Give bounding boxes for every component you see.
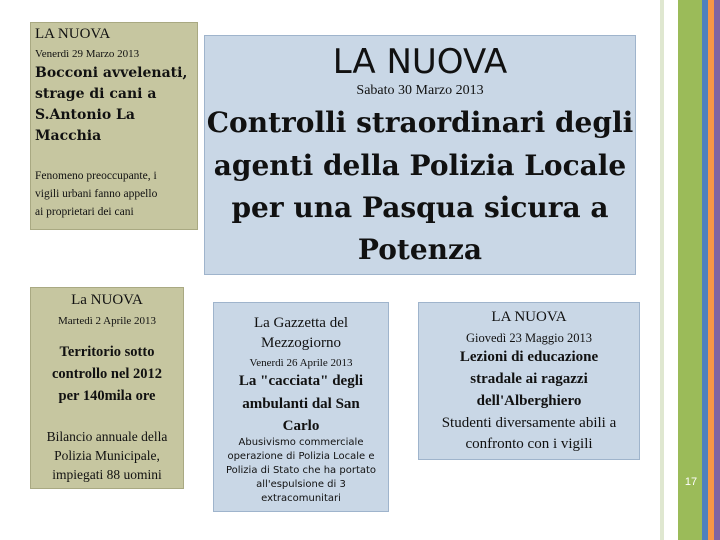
article-3-summary-line-1: Bilancio annuale della <box>46 429 168 444</box>
article-1-summary-line-1: Fenomeno preoccupante, i <box>35 170 157 182</box>
article-1-summary-line-3: ai proprietari dei cani <box>35 206 134 218</box>
article-4-summary-line-3: Polizia di Stato che ha portato <box>225 465 377 476</box>
article-box-3 <box>30 287 184 489</box>
article-box-1 <box>30 22 198 230</box>
article-1-headline-line-4: Macchia <box>35 128 102 144</box>
article-5-headline-line-2: stradale ai ragazzi <box>470 371 588 387</box>
article-1-source: LA NUOVA <box>35 26 111 42</box>
article-4-headline-line-1: La "cacciata" degli <box>238 373 364 389</box>
article-4-summary-line-1: Abusivismo commerciale <box>238 437 364 448</box>
article-1-headline-line-3: S.Antonio La <box>35 107 135 123</box>
article-5-summary-line-1: Studenti diversamente abili a <box>441 415 617 431</box>
article-3-summary-line-2: Polizia Municipale, <box>54 448 160 463</box>
article-2-headline-line-4: Potenza <box>357 233 483 266</box>
article-3-headline-line-1: Territorio sotto <box>59 344 155 360</box>
article-5-source: LA NUOVA <box>491 309 567 325</box>
article-box-4 <box>213 302 389 512</box>
article-5-summary-line-2: confronto con i vigili <box>465 436 593 452</box>
article-4-summary-line-2: operazione di Polizia Locale e <box>227 451 375 462</box>
article-2-date: Sabato 30 Marzo 2013 <box>356 83 484 98</box>
article-3-headline-line-3: per 140mila ore <box>58 388 156 404</box>
article-4-date: Venerdì 26 Aprile 2013 <box>249 357 353 369</box>
article-2-headline-line-3: per una Pasqua sicura a <box>231 191 609 224</box>
decorative-stripe-green <box>678 0 702 540</box>
article-4-summary-line-4: all'espulsione di 3 <box>256 479 346 490</box>
article-3-source: La NUOVA <box>71 292 143 308</box>
article-5-date: Giovedì 23 Maggio 2013 <box>465 331 593 345</box>
article-1-headline-line-1: Bocconi avvelenati, <box>35 65 188 81</box>
article-2-headline-line-1: Controlli straordinari degli <box>206 106 634 139</box>
decorative-stripe-light <box>660 0 664 540</box>
article-box-2 <box>204 35 636 275</box>
article-2-headline-line-2: agenti della Polizia Locale <box>213 149 627 182</box>
article-box-5 <box>418 302 640 460</box>
article-5-headline-line-3: dell'Alberghiero <box>476 393 582 409</box>
article-3-summary-line-3: impiegati 88 uomini <box>52 467 162 482</box>
article-3-headline-line-2: controllo nel 2012 <box>51 366 163 382</box>
article-1-summary-line-2: vigili urbani fanno appello <box>35 188 158 200</box>
article-3-date: Martedì 2 Aprile 2013 <box>57 315 157 327</box>
article-5-headline-line-1: Lezioni di educazione <box>459 349 599 365</box>
article-4-source-line-2: Mezzogiorno <box>261 335 341 351</box>
decorative-stripe-purple <box>714 0 720 540</box>
article-4-headline-line-3: Carlo <box>282 418 320 434</box>
article-1-headline-line-2: strage di cani a <box>35 86 157 102</box>
article-4-headline-line-2: ambulanti dal San <box>242 396 360 412</box>
article-1-date: Venerdì 29 Marzo 2013 <box>35 48 140 60</box>
article-4-source-line-1: La Gazzetta del <box>253 315 349 331</box>
page-number: 17 <box>684 476 698 488</box>
article-4-summary-line-5: extracomunitari <box>261 493 341 504</box>
article-2-source: LA NUOVA <box>332 42 508 82</box>
